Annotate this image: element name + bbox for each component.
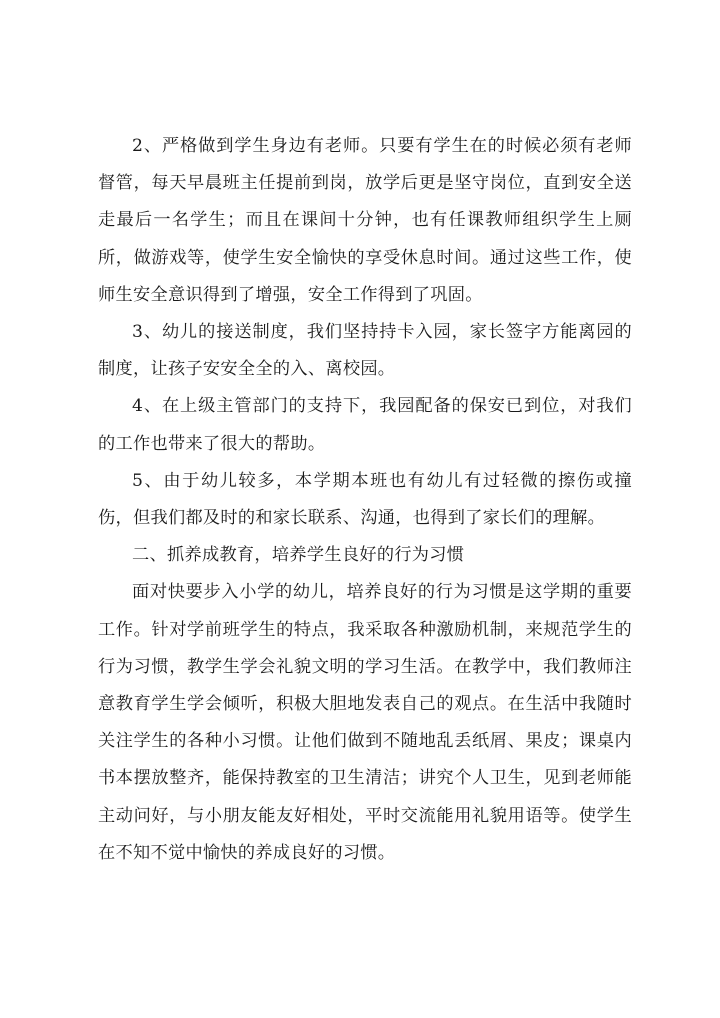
paragraph-staff-supervision: 2、严格做到学生身边有老师。只要有学生在的时候必须有老师督管，每天早晨班主任提前到岗，放学后更是坚守岗位，直到安全送走最后一名学生；而且在课间十分钟，也有任课教师组织学生上厕所，做游戏等，使学生安全愉快的享受休息时间。通过这些工作，使师生安全意识得到了增强，安全工作得到了巩固。	[98, 136, 632, 305]
section-heading-habit-education: 二、抓养成教育，培养学生良好的行为习惯	[132, 545, 465, 566]
paragraph-minor-injuries: 5、由于幼儿较多，本学期本班也有幼儿有过轻微的擦伤或撞伤，但我们都及时的和家长联系、沟通，也得到了家长们的理解。	[98, 470, 632, 529]
paragraph-pickup-system: 3、幼儿的接送制度，我们坚持持卡入园，家长签字方能离园的制度，让孩子安安全全的入、离校园。	[98, 322, 632, 380]
paragraph-behavior-habits: 面对快要步入小学的幼儿，培养良好的行为习惯是这学期的重要工作。针对学前班学生的特点，我采取各种激励机制，来规范学生的行为习惯，教学生学会礼貌文明的学习生活。在教学中，我们教师注意教育学生学会倾听，积极大胆地发表自己的观点。在生活中我随时关注学生的各种小习惯。让他们做到不随地乱丢纸屑、果皮；课桌内书本摆放整齐，能保持教室的卫生清洁；讲究个人卫生，见到老师能主动问好，与小朋友能友好相处，平时交流能用礼貌用语等。使学生在不知不觉中愉快的养成良好的习惯。	[98, 582, 632, 863]
document-body	[98, 128, 632, 872]
paragraph-security-guard: 4、在上级主管部门的支持下，我园配备的保安已到位，对我们的工作也带来了很大的帮助。	[98, 396, 632, 454]
